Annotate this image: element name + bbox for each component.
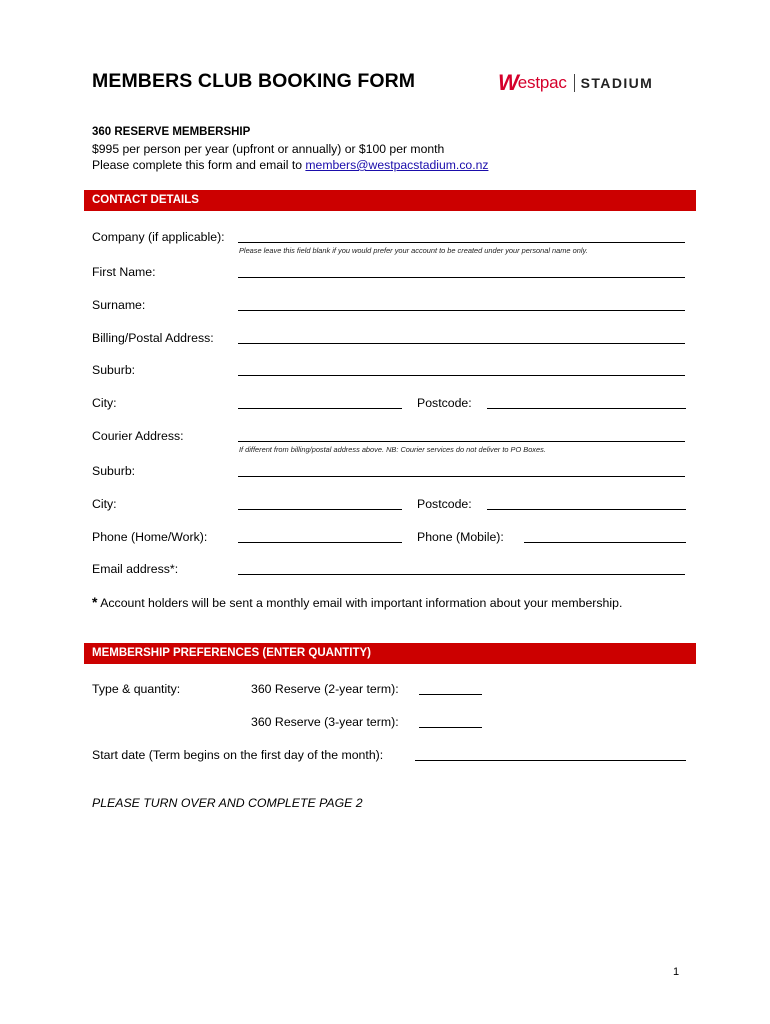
suburb-field[interactable]: [238, 375, 685, 376]
surname-field[interactable]: [238, 310, 685, 311]
courier-address-field[interactable]: [238, 441, 685, 442]
page-title: MEMBERS CLUB BOOKING FORM: [92, 70, 416, 92]
westpac-stadium-logo: [498, 72, 653, 94]
phone-home-field[interactable]: [238, 542, 402, 543]
postcode-label: Postcode:: [417, 396, 472, 410]
start-date-label: Start date (Term begins on the first day of the month):: [92, 748, 384, 762]
logo-divider: [574, 74, 575, 92]
suburb-label: Suburb:: [92, 363, 136, 377]
courier-note: If different from billing/postal address above. NB: Courier services do not deliver to PO Boxes.: [239, 445, 546, 454]
email-instruction: [92, 157, 488, 174]
contact-details-header: CONTACT DETAILS: [84, 190, 696, 211]
phone-mobile-field[interactable]: [524, 542, 686, 543]
first-name-field[interactable]: [238, 277, 685, 278]
membership-preferences-header: MEMBERSHIP PREFERENCES (ENTER QUANTITY): [84, 643, 696, 664]
asterisk: *: [92, 594, 98, 610]
courier-address-label: Courier Address:: [92, 429, 184, 443]
company-label: Company (if applicable):: [92, 230, 225, 244]
city-2-field[interactable]: [238, 509, 402, 510]
billing-address-field[interactable]: [238, 343, 685, 344]
start-date-field[interactable]: [415, 760, 686, 761]
city-field[interactable]: [238, 408, 402, 409]
page-number: 1: [673, 966, 680, 978]
account-holder-note: [92, 594, 622, 610]
billing-address-label: Billing/Postal Address:: [92, 331, 214, 345]
company-field[interactable]: [238, 242, 685, 243]
turn-over-instruction: PLEASE TURN OVER AND COMPLETE PAGE 2: [92, 796, 363, 810]
reserve-3yr-label: 360 Reserve (3-year term):: [251, 715, 399, 729]
email-address-field[interactable]: [238, 574, 685, 575]
phone-home-label: Phone (Home/Work):: [92, 530, 208, 544]
postcode-2-label: Postcode:: [417, 497, 472, 511]
surname-label: Surname:: [92, 298, 146, 312]
reserve-3yr-quantity-field[interactable]: [419, 727, 482, 728]
suburb-2-field[interactable]: [238, 476, 685, 477]
reserve-2yr-label: 360 Reserve (2-year term):: [251, 682, 399, 696]
company-note: Please leave this field blank if you would prefer your account to be created under your personal name only.: [239, 246, 588, 255]
suburb-2-label: Suburb:: [92, 464, 136, 478]
logo-estpac-text: estpac: [517, 73, 567, 92]
account-note-text: Account holders will be sent a monthly email with important information about your membership.: [97, 596, 623, 610]
city-2-label: City:: [92, 497, 117, 511]
logo-w-mark: W: [498, 70, 518, 95]
email-address-label: Email address*:: [92, 562, 179, 576]
first-name-label: First Name:: [92, 265, 156, 279]
reserve-2yr-quantity-field[interactable]: [419, 694, 482, 695]
postcode-field[interactable]: [487, 408, 686, 409]
city-label: City:: [92, 396, 117, 410]
phone-mobile-label: Phone (Mobile):: [417, 530, 504, 544]
members-email-link[interactable]: members@westpacstadium.co.nz: [305, 158, 489, 172]
type-quantity-label: Type & quantity:: [92, 682, 181, 696]
logo-stadium-text: STADIUM: [580, 75, 654, 91]
postcode-2-field[interactable]: [487, 509, 686, 510]
price-line: $995 per person per year (upfront or annually) or $100 per month: [92, 141, 445, 156]
email-prefix: Please complete this form and email to: [92, 158, 306, 172]
intro-block: [92, 124, 488, 174]
membership-heading: 360 RESERVE MEMBERSHIP: [92, 126, 251, 138]
